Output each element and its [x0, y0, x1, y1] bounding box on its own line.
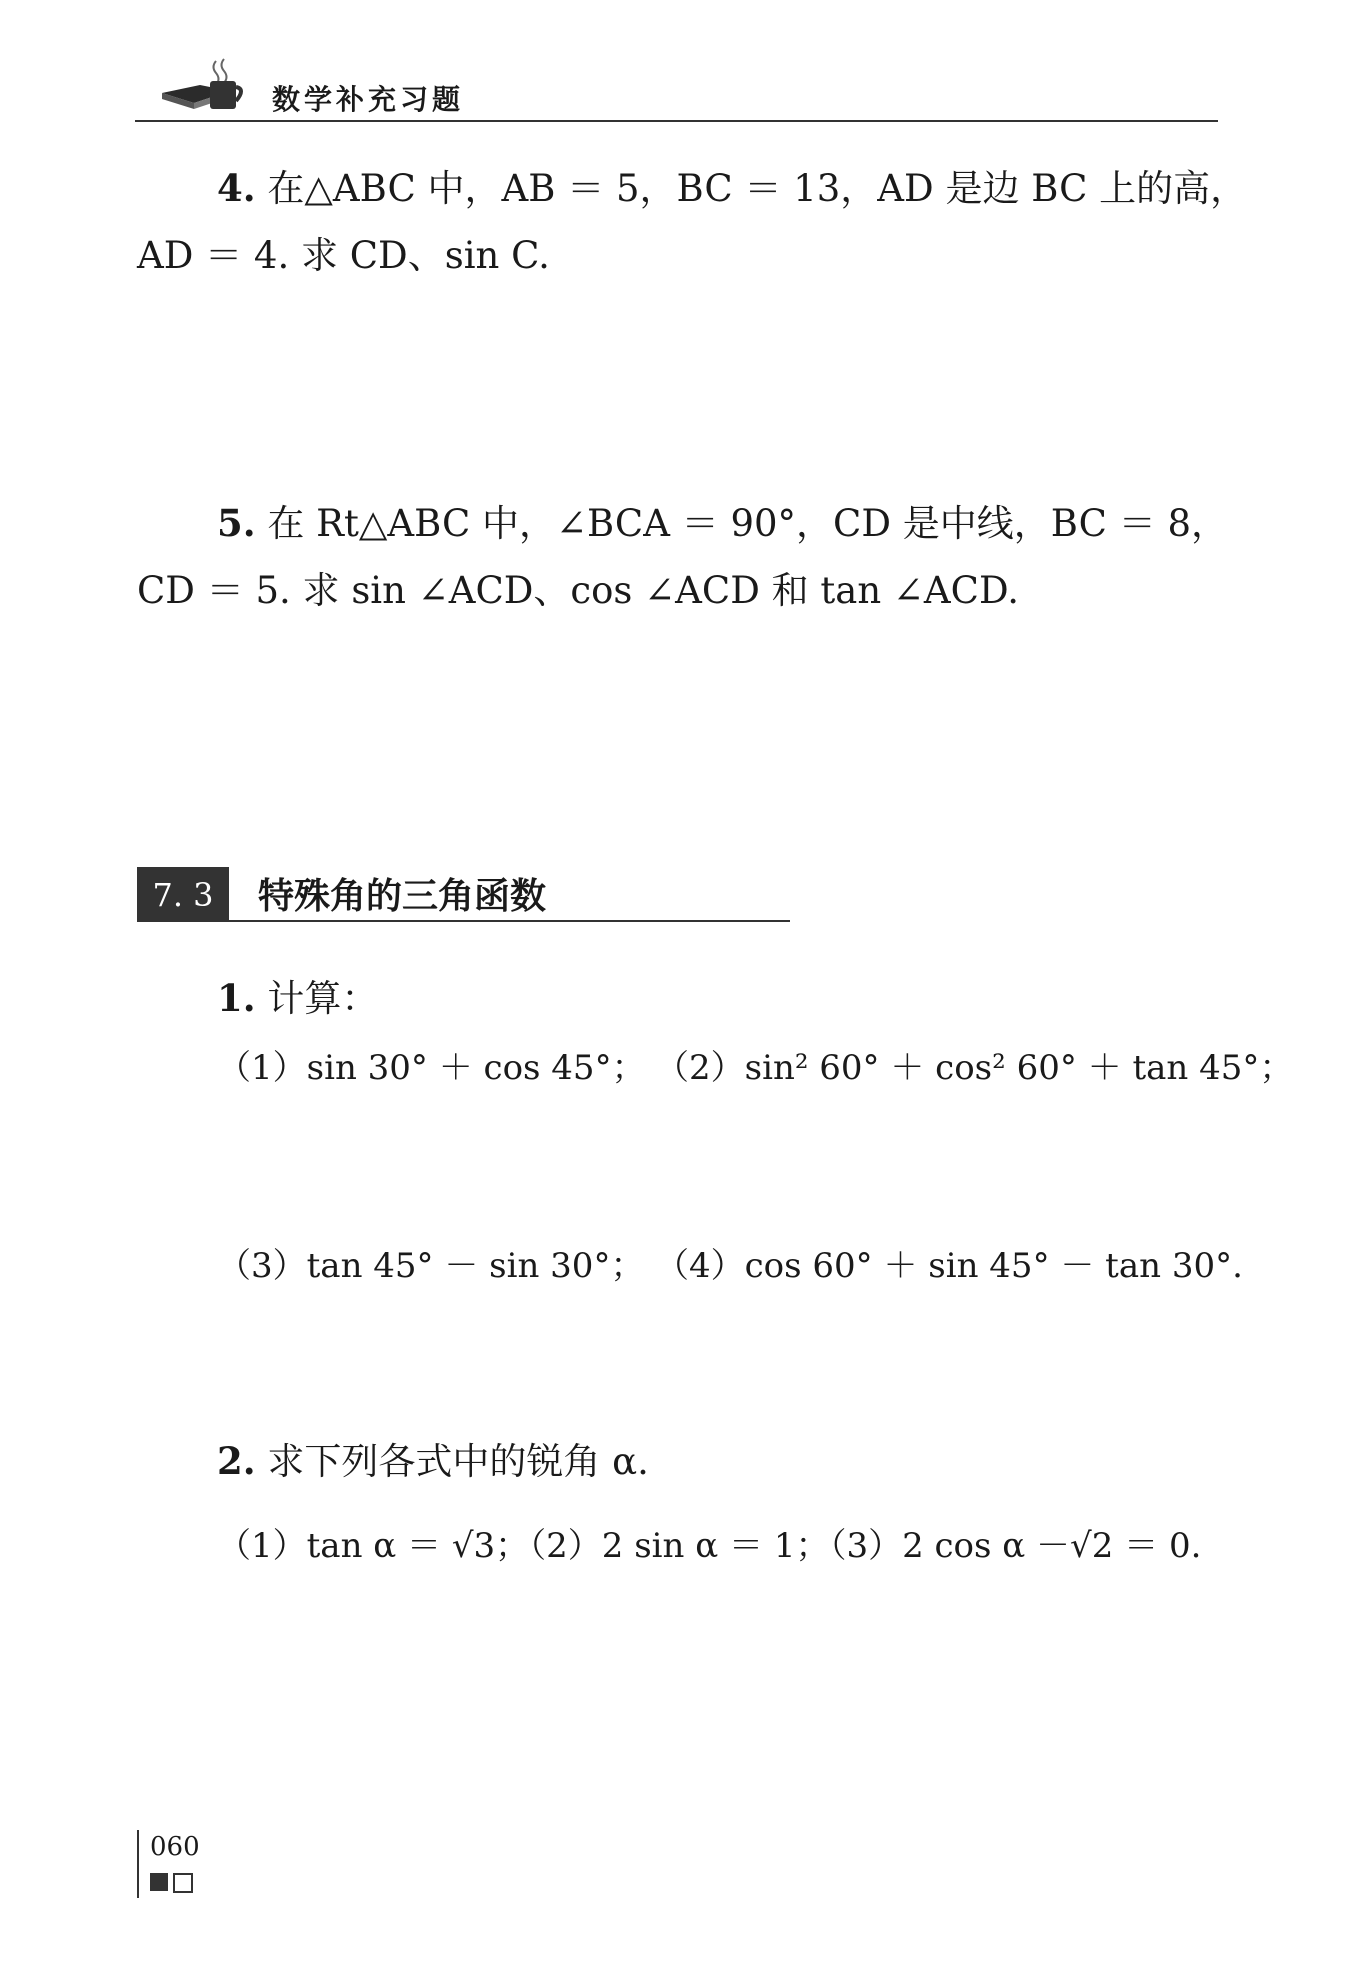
problem-number: 5. — [217, 501, 256, 545]
footer-bar — [137, 1830, 139, 1898]
problem-5 — [137, 490, 1229, 624]
subproblem-3: （3）tan 45° － sin 30°； — [217, 1246, 645, 1286]
problem-prompt: 求下列各式中的锐角 α. — [267, 1440, 649, 1483]
problem-text: CD ＝ 5. 求 sin ∠ACD、cos ∠ACD 和 tan ∠ACD. — [137, 569, 1020, 612]
problem-number: 2. — [217, 1439, 256, 1483]
page-number: 060 — [150, 1832, 200, 1862]
book-cup-logo-icon — [160, 55, 250, 113]
section-problem-1 — [137, 965, 1222, 1032]
subproblem-1: （1）sin 30° ＋ cos 45°； — [217, 1048, 646, 1088]
problem-text: 在△ABC 中，AB ＝ 5，BC ＝ 13，AD 是边 BC 上的高， — [267, 167, 1248, 210]
problem-text: 在 Rt△ABC 中，∠BCA ＝ 90°，CD 是中线，BC ＝ 8， — [267, 502, 1229, 545]
subproblem-4: （4）cos 60° ＋ sin 45° － tan 30°. — [655, 1246, 1243, 1286]
section-problem-2 — [137, 1428, 1222, 1495]
subproblem-2: （2）sin² 60° ＋ cos² 60° ＋ tan 45°； — [655, 1048, 1294, 1088]
subproblem-line: （1）tan α ＝ √3；（2）2 sin α ＝ 1；（3）2 cos α －√2 ＝ 0. — [217, 1526, 1202, 1566]
header-rule — [135, 120, 1218, 122]
problem-text: AD ＝ 4. 求 CD、sin C. — [137, 234, 550, 277]
section-title: 特殊角的三角函数 — [258, 876, 547, 917]
problem-number: 1. — [217, 976, 256, 1020]
problem-prompt: 计算： — [267, 977, 379, 1020]
section-number-badge: 7. 3 — [137, 867, 229, 922]
filled-square-icon — [150, 1873, 168, 1891]
empty-square-icon — [173, 1873, 193, 1893]
problem-4 — [137, 155, 1248, 289]
section-rule — [137, 920, 790, 922]
running-header-title: 数学补充习题 — [272, 83, 465, 116]
problem-number: 4. — [217, 166, 256, 210]
